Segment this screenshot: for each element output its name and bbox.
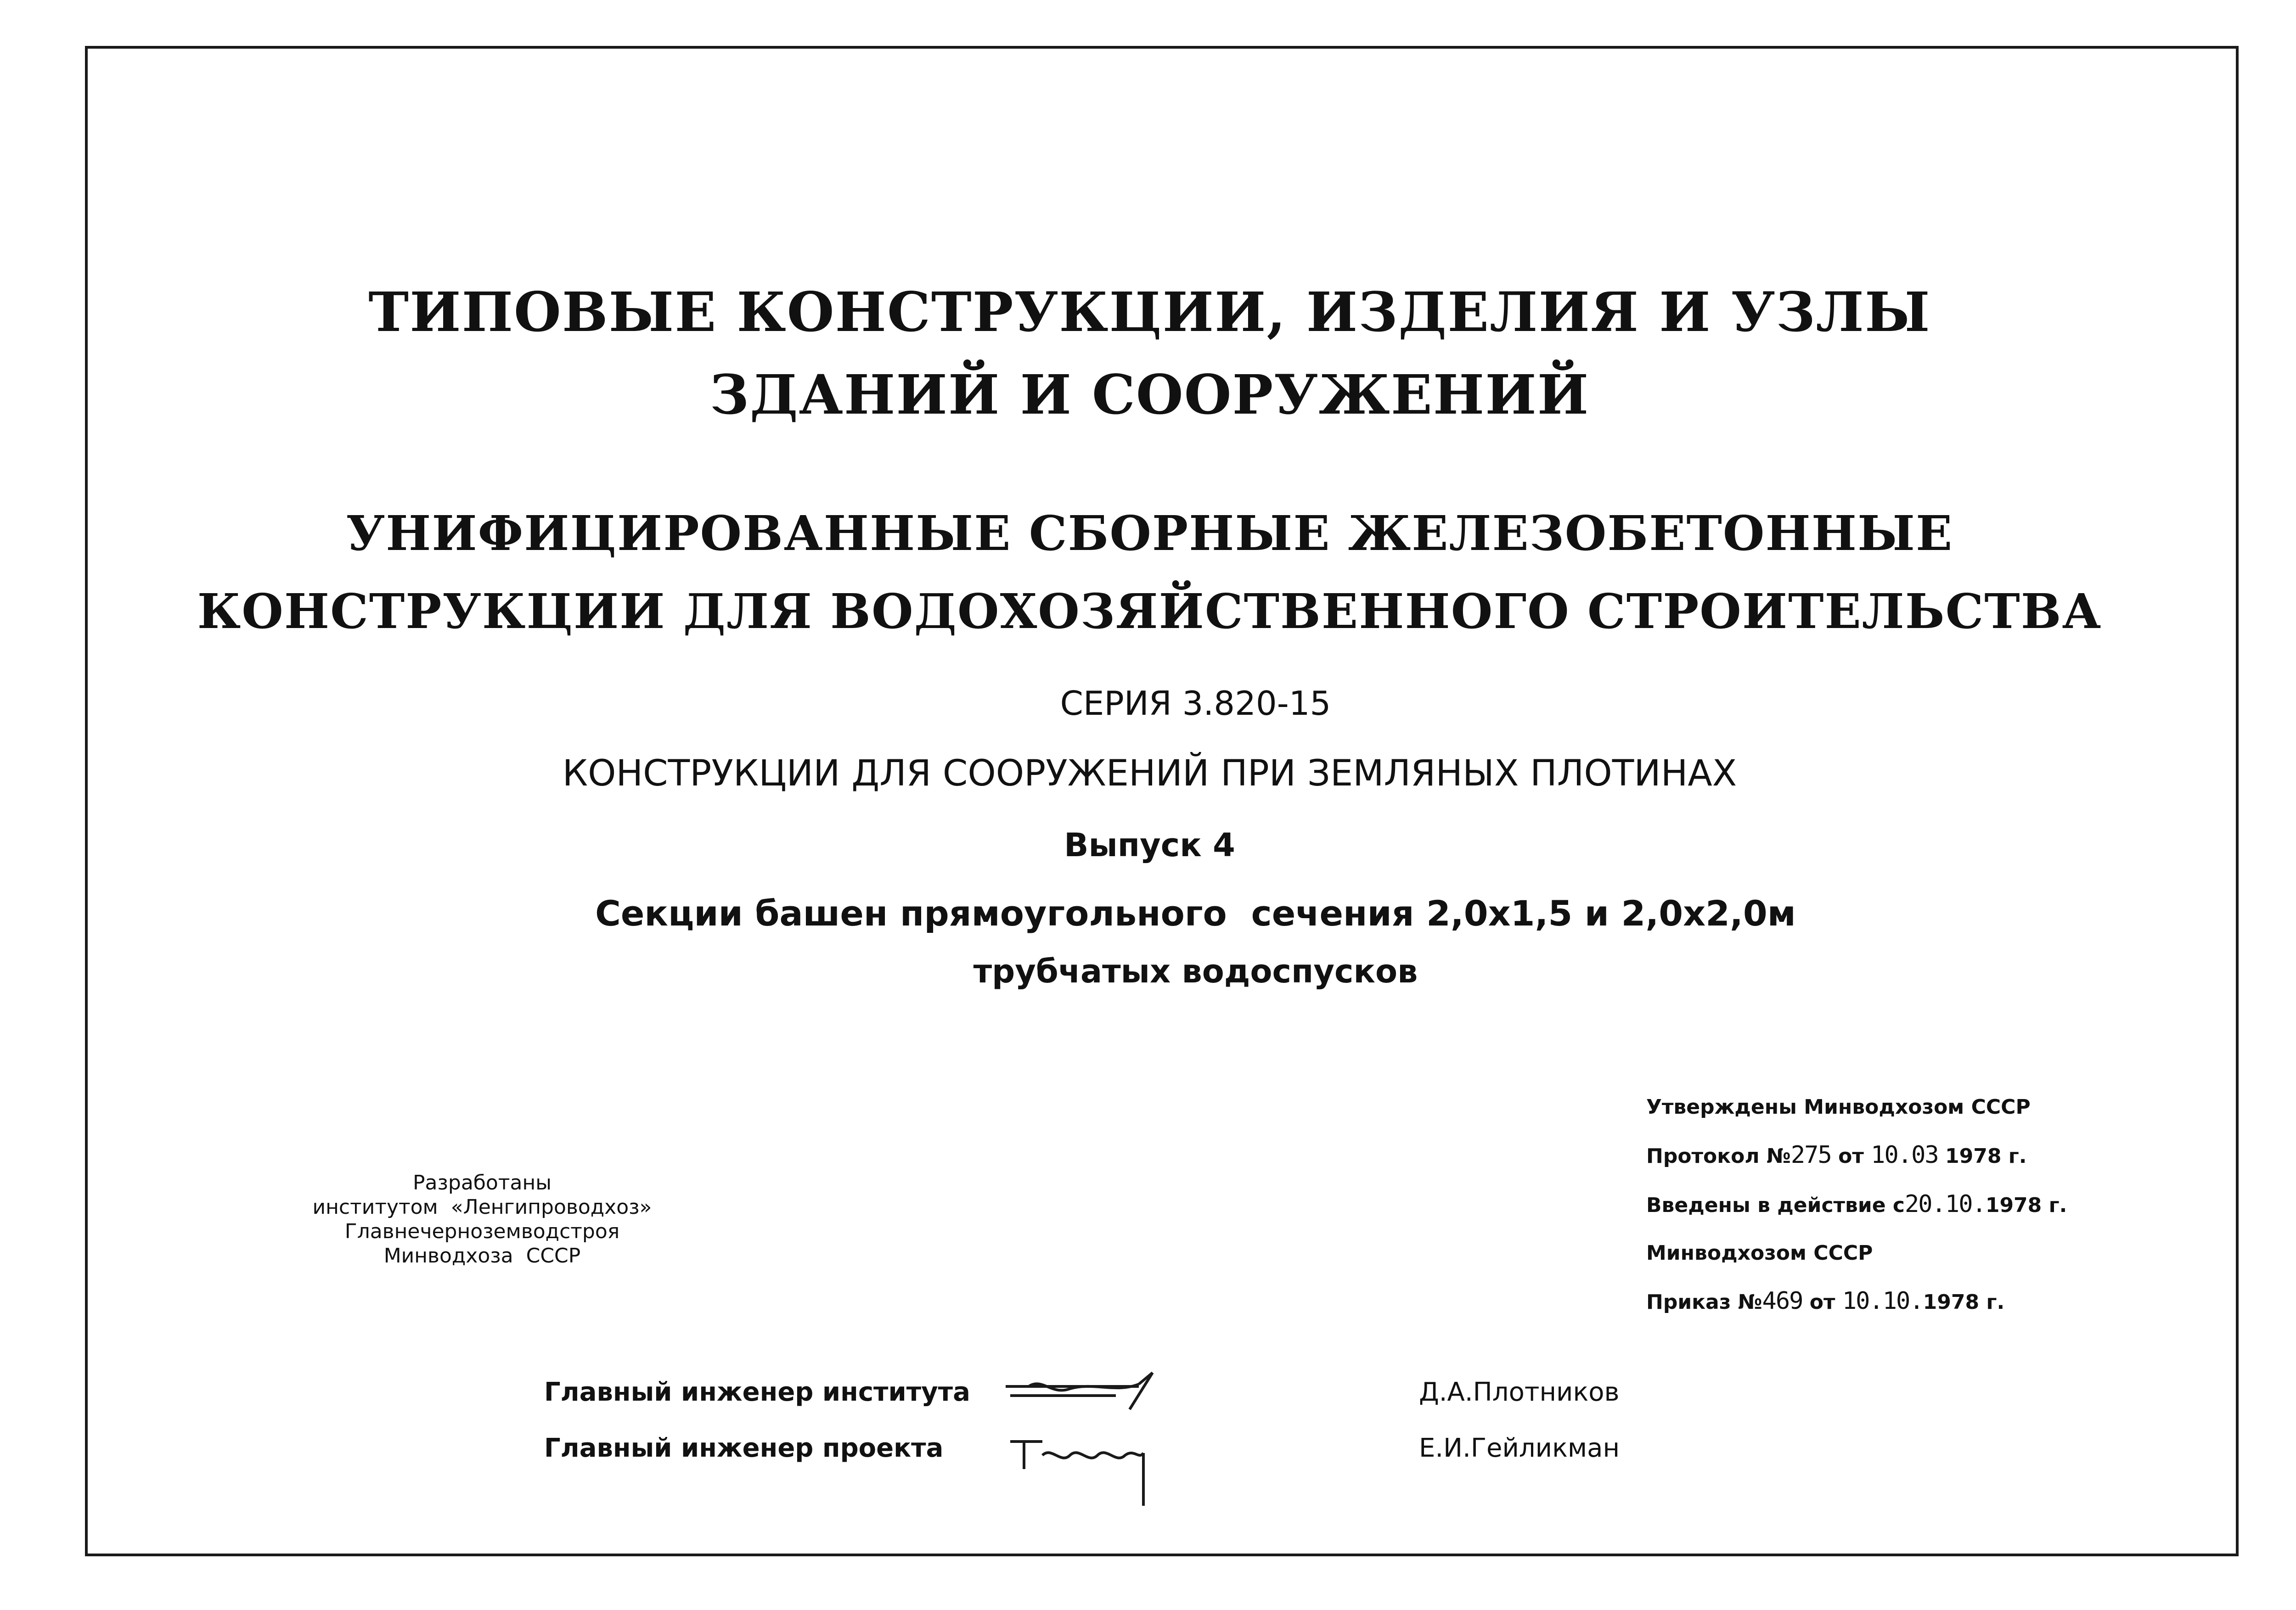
enacted-date: 20.10. (1904, 1190, 1986, 1218)
handwritten-signatures (1001, 1368, 1194, 1515)
subtitle-line-1: УНИФИЦИРОВАННЫЕ СБОРНЫЕ ЖЕЛЕЗОБЕТОННЫЕ (346, 505, 1953, 561)
developed-by-block (276, 1171, 689, 1268)
order-number: 469 (1762, 1287, 1803, 1315)
document-frame (85, 46, 2239, 1556)
series-number: СЕРИЯ 3.820-15 (1060, 684, 1331, 723)
signature-name-1: Д.А.Плотников (1419, 1377, 1620, 1407)
title-line-1: ТИПОВЫЕ КОНСТРУКЦИИ, ИЗДЕЛИЯ И УЗЛЫ (368, 280, 1931, 344)
order-year: 1978 г. (1923, 1290, 2005, 1314)
protocol-number: 275 (1790, 1141, 1831, 1169)
signature-1 (1006, 1373, 1153, 1409)
enacted-prefix: Введены в действие с (1646, 1194, 1905, 1217)
developed-line-3: Главнечерноземводстроя (344, 1220, 620, 1243)
signature-2 (1010, 1442, 1143, 1506)
order-from: от (1802, 1290, 1842, 1314)
signature-role-1: Главный инженер института (544, 1377, 970, 1407)
title-line-2: ЗДАНИЙ И СООРУЖЕНИЙ (709, 363, 1590, 426)
enacted-year: 1978 г. (1985, 1194, 2067, 1217)
protocol-year: 1978 г. (1938, 1144, 2027, 1168)
issue-number: Выпуск 4 (1064, 826, 1235, 864)
subtitle-line-2: КОНСТРУКЦИИ ДЛЯ ВОДОХОЗЯЙСТВЕННОГО СТРОИТЕЛЬСТВА (197, 583, 2102, 640)
ministry: Минводхозом СССР (1646, 1241, 1873, 1265)
developed-line-2: институтом «Ленгипроводхоз» (312, 1195, 652, 1219)
order-prefix: Приказ № (1646, 1290, 1762, 1314)
enacted-line (1646, 1180, 2067, 1229)
signature-role-2: Главный инженер проекта (544, 1433, 944, 1463)
developed-line-4: Минводхоза СССР (383, 1244, 581, 1268)
approved-by: Утверждены Минводхозом СССР (1646, 1095, 2031, 1119)
description-line-2: трубчатых водоспусков (973, 953, 1418, 990)
protocol-prefix: Протокол № (1646, 1144, 1791, 1168)
description-line-1: Секции башен прямоугольного сечения 2,0х1,5 и 2,0х2,0м (595, 893, 1796, 934)
order-line (1646, 1277, 2067, 1326)
protocol-line (1646, 1131, 2067, 1180)
protocol-from: от (1831, 1144, 1871, 1168)
signature-name-2: Е.И.Гейликман (1419, 1433, 1620, 1463)
approval-block (1646, 1083, 2067, 1326)
order-date: 10.10. (1842, 1287, 1923, 1315)
series-subject: КОНСТРУКЦИИ ДЛЯ СООРУЖЕНИЙ ПРИ ЗЕМЛЯНЫХ ПЛОТИНАХ (562, 753, 1737, 794)
developed-line-1: Разработаны (413, 1171, 551, 1195)
protocol-date: 10.03 (1871, 1141, 1938, 1169)
